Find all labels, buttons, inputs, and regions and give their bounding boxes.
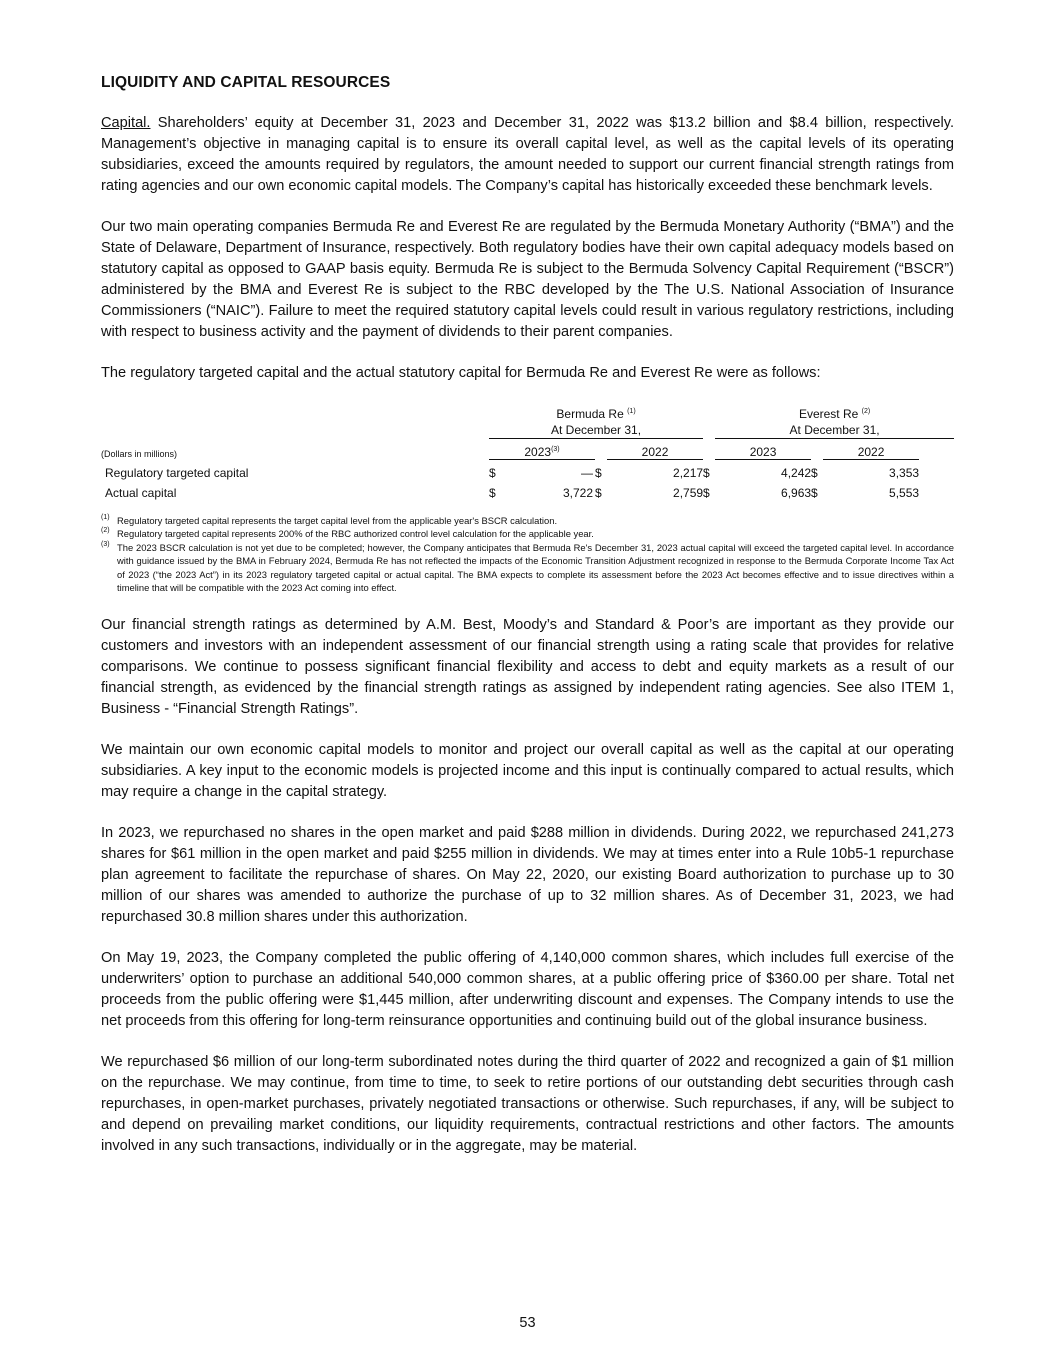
footnote-text: The 2023 BSCR calculation is not yet due to be completed; however, the Company anticipates that Bermuda Re's December 31, 2023 actual capital will exceed the targeted capital level. In accordance with guidance issued by the BMA in February 2024, Bermuda Re has not reflected the impacts of the Economic Transition Adjustment recognized in response to the Bermuda Corporate Income Tax Act of 2023 (“the 2023 Act”) in its 2023 regulatory targeted capital or actual capital. The BMA expects to complete its assessment before the 2023 Act becomes effective and to issue directives within a timeline that will be compatible with the 2023 Act coming into effect. [117, 541, 954, 594]
currency-symbol: $ [811, 485, 818, 500]
year-header: 2022 [607, 438, 703, 459]
footnote-mark: (3) [101, 540, 110, 548]
paragraph-regulators: Our two main operating companies Bermuda Re and Everest Re are regulated by the Bermuda Monetary Authority (“BMA”) and the State of Delaware, Department of Insurance, respectively. Both regulatory bodies have their own capital adequacy models based on statutory capital as opposed to GAAP basis equity. Bermuda Re is subject to the Bermuda Solvency Capital Requirement (“BSCR”) administered by the BMA and Everest Re is subject to the RBC developed by the The U.S. National Association of Insurance Commissioners (“NAIC”). Failure to meet the required statutory capital levels could result in various regulatory restrictions, including with respect to business activity and the payment of dividends to their parent companies. [101, 219, 954, 340]
paragraph-public-offering: On May 19, 2023, the Company completed the public offering of 4,140,000 common shares, which includes full exercise of the underwriters’ option to purchase an additional 540,000 common shares, at a public offering price of $360.00 per share. Total net proceeds from the public offering were $1,445 million, after underwriting discount and expenses. The Company intends to use the net proceeds from this offering for long-term reinsurance opportunities and continuing build out of the global insurance business. [101, 950, 954, 1029]
table-cell: 2,217 [673, 465, 704, 480]
currency-symbol: $ [595, 485, 602, 500]
paragraph-economic-models: We maintain our own economic capital models to monitor and project our overall capital as well as the capital at our operating subsidiaries. A key input to the economic models is projected income and this input is continually compared to actual results, which may require a change in the capital strategy. [101, 742, 954, 800]
footnotes [101, 514, 954, 595]
footnote [101, 527, 954, 541]
paragraph-capital-text: Shareholders’ equity at December 31, 2023 and December 31, 2022 was $13.2 billion and $8.4 billion, respectively. Management’s objective in managing capital is to ensure its overall capital level, as well as the capital levels of its operating subsidiaries, exceed the amounts required by regulators, the amount needed to support our current financial strength ratings from rating agencies and our own economic capital models. The Company’s capital has historically exceeded these benchmark levels. [101, 115, 954, 194]
year-header: 2022 [823, 438, 919, 459]
table-cell: 3,722 [562, 485, 593, 500]
currency-symbol: $ [595, 465, 602, 480]
currency-symbol: $ [703, 485, 710, 500]
footnote [101, 541, 954, 595]
year-label: 2023 [524, 444, 552, 459]
bermuda-re-footnote-mark: (1) [627, 407, 636, 415]
currency-symbol: $ [489, 485, 496, 500]
footnote [101, 514, 954, 528]
year-header: 2023 [715, 438, 811, 459]
document-page [101, 74, 954, 1177]
table-cell: — [581, 465, 593, 480]
paragraph-table-intro: The regulatory targeted capital and the actual statutory capital for Bermuda Re and Everest Re were as follows: [101, 365, 821, 382]
currency-symbol: $ [489, 465, 496, 480]
currency-symbol: $ [811, 465, 818, 480]
capital-label: Capital. [101, 115, 151, 131]
paragraph-repurchases: In 2023, we repurchased no shares in the open market and paid $288 million in dividends. During 2022, we repurchased 241,273 shares for $61 million in the open market and paid $255 million in dividends. We may at times enter into a Rule 10b5-1 repurchase plan agreement to facilitate the repurchase of shares. On May 22, 2020, our existing Board authorization to purchase up to 30 million of our shares was amended to authorize the purchase of up to 32 million shares. As of December 31, 2023, we had repurchased 30.8 million shares under this authorization. [101, 825, 954, 925]
footnote-mark: (1) [101, 513, 110, 521]
paragraph-ratings: Our financial strength ratings as determined by A.M. Best, Moody’s and Standard & Poor’s are important as they provide our customers and investors with an independent assessment of our financial strength using a rating scale that provides for relative comparisons. We continue to possess significant financial flexibility and access to debt and equity markets as a result of our financial strength, as evidenced by the financial strength ratings as assigned by independent rating agencies. See also ITEM 1, Business - “Financial Strength Ratings”. [101, 616, 954, 717]
everest-re-subheader: At December 31, [789, 422, 880, 437]
table-cell: 5,553 [889, 485, 920, 500]
table-row [101, 459, 954, 480]
everest-re-label: Everest Re [798, 406, 862, 421]
footnote-mark: (2) [101, 527, 110, 535]
everest-re-footnote-mark: (2) [861, 407, 871, 415]
year-header [489, 438, 595, 459]
bermuda-re-group-header [489, 402, 703, 439]
table-cell: 2,759 [673, 485, 704, 500]
row-label: Regulatory targeted capital [105, 465, 249, 480]
page-number: 53 [519, 1315, 536, 1331]
table-row [101, 480, 954, 500]
units-label: (Dollars in millions) [101, 449, 178, 460]
everest-re-group-header [715, 402, 954, 439]
paragraph-subordinated-notes: We repurchased $6 million of our long-term subordinated notes during the third quarter of 2022 and recognized a gain of $1 million on the repurchase. We may continue, from time to time, to seek to retire portions of our outstanding debt securities through cash repurchases, in open-market purchases, privately negotiated transactions or otherwise. Such repurchases, if any, will be subject to and depend on prevailing market conditions, our liquidity requirements, contractual restrictions and other factors. The amounts involved in any such transactions, individually or in the aggregate, may be material. [101, 1054, 954, 1154]
capital-table [101, 402, 954, 500]
bermuda-re-subheader: At December 31, [551, 422, 642, 437]
table-cell: 4,242 [781, 465, 812, 480]
table-cell: 6,963 [781, 485, 812, 500]
paragraph-capital [101, 113, 954, 197]
currency-symbol: $ [703, 465, 710, 480]
table-cell: 3,353 [889, 465, 920, 480]
year-footnote-mark: (3) [551, 445, 560, 453]
row-label: Actual capital [105, 485, 177, 500]
section-heading: LIQUIDITY AND CAPITAL RESOURCES [101, 74, 391, 91]
footnote-text: Regulatory targeted capital represents 200% of the RBC authorized control level calculation for the applicable year. [117, 528, 594, 540]
footnote-text: Regulatory targeted capital represents the target capital level from the applicable year's BSCR calculation. [117, 514, 558, 526]
bermuda-re-label: Bermuda Re [556, 406, 628, 421]
